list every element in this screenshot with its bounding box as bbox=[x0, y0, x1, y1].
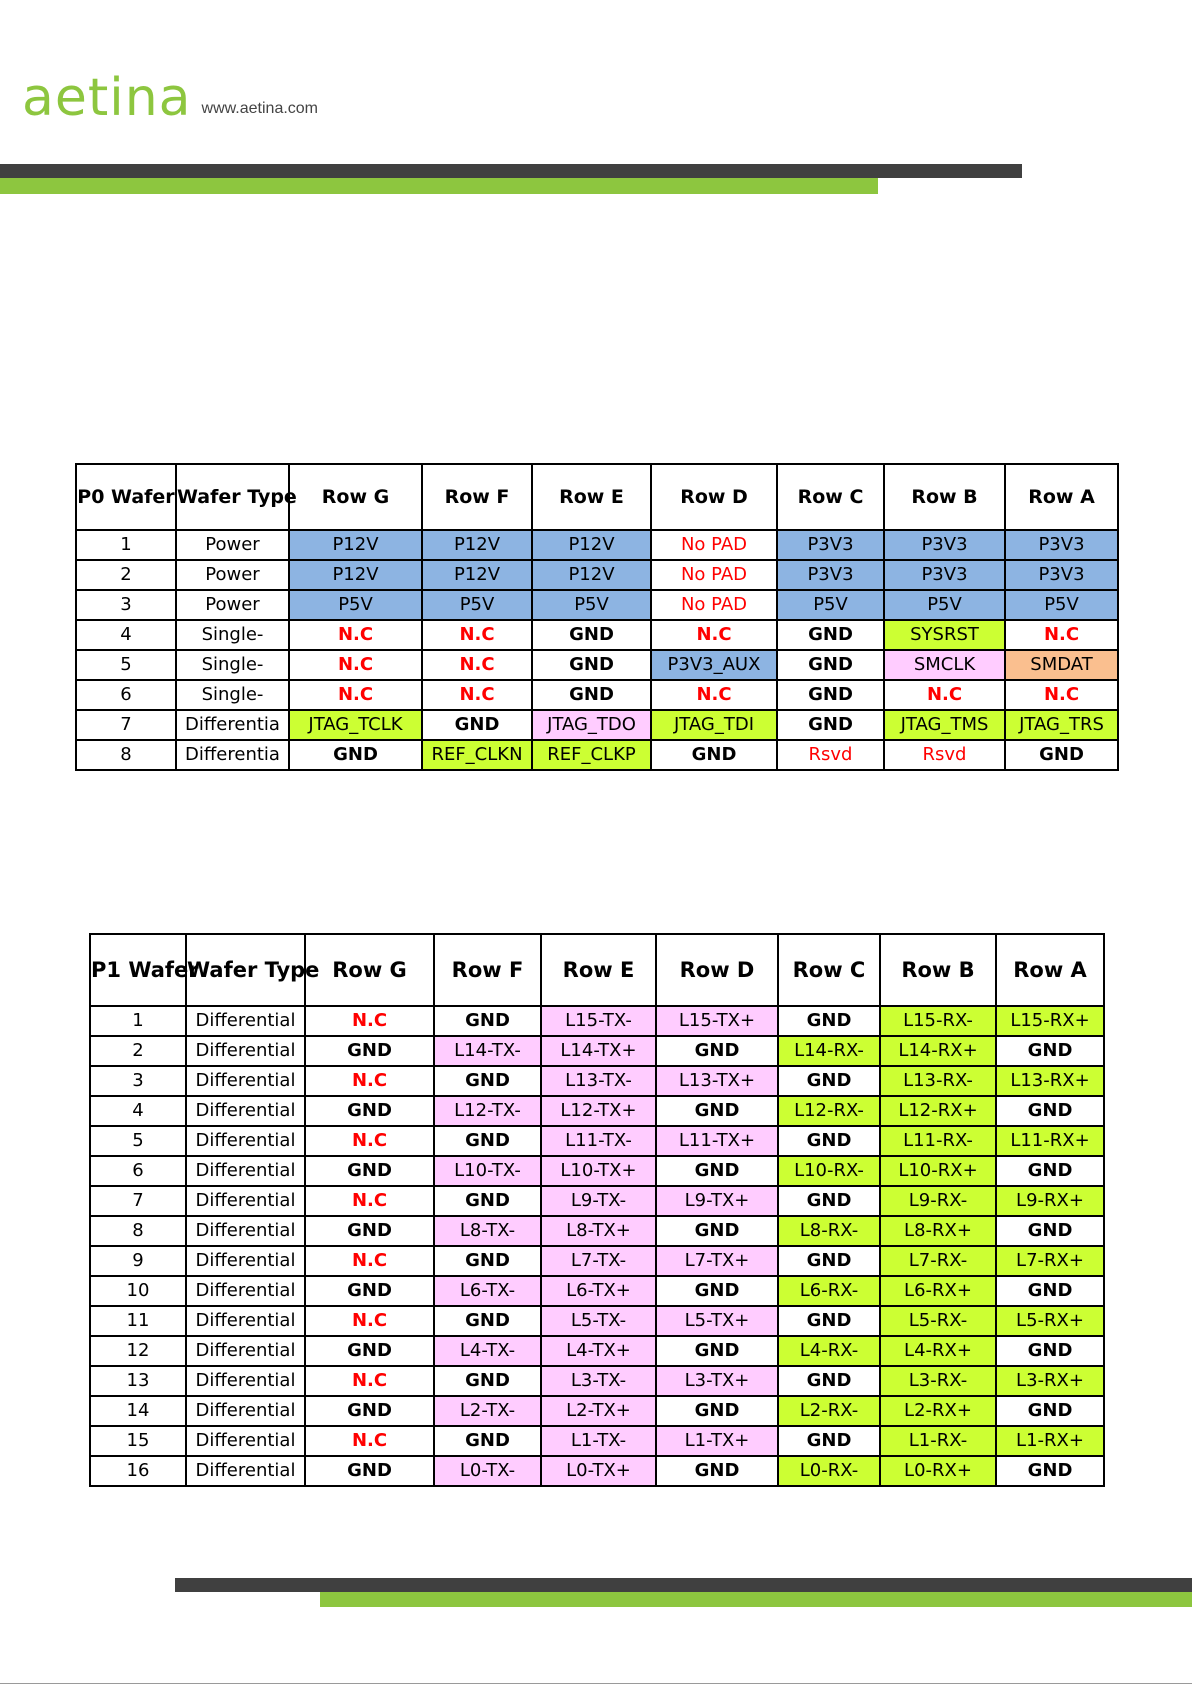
column-header: P1 Wafer bbox=[90, 934, 186, 1006]
pin-cell: L11-TX- bbox=[541, 1126, 656, 1156]
column-header: P0 Wafer bbox=[76, 464, 176, 530]
pin-cell: L1-RX- bbox=[880, 1426, 996, 1456]
table-row bbox=[76, 560, 1118, 590]
pin-cell: L1-TX- bbox=[541, 1426, 656, 1456]
pin-cell: GND bbox=[656, 1396, 778, 1426]
pin-cell: GND bbox=[434, 1426, 541, 1456]
table-row bbox=[76, 740, 1118, 770]
pin-cell: GND bbox=[656, 1096, 778, 1126]
pin-cell: P3V3 bbox=[884, 530, 1005, 560]
pin-cell: L8-TX+ bbox=[541, 1216, 656, 1246]
pin-cell: L12-RX+ bbox=[880, 1096, 996, 1126]
table-row bbox=[90, 1426, 1104, 1456]
table-row bbox=[76, 680, 1118, 710]
pin-cell: GND bbox=[778, 1126, 880, 1156]
pin-cell: L2-RX- bbox=[778, 1396, 880, 1426]
table-header-row bbox=[76, 464, 1118, 530]
pin-cell: Differential bbox=[186, 1156, 305, 1186]
pin-cell: GND bbox=[777, 620, 884, 650]
table-row bbox=[90, 1066, 1104, 1096]
pin-cell: JTAG_TMS bbox=[884, 710, 1005, 740]
pin-cell: Single- bbox=[176, 680, 289, 710]
pin-cell: L12-TX+ bbox=[541, 1096, 656, 1126]
pin-cell: L11-RX+ bbox=[996, 1126, 1104, 1156]
pin-cell: P3V3 bbox=[884, 560, 1005, 590]
pin-cell: L12-TX- bbox=[434, 1096, 541, 1126]
pin-cell: L14-RX+ bbox=[880, 1036, 996, 1066]
pin-cell: Rsvd bbox=[884, 740, 1005, 770]
table-row bbox=[90, 1276, 1104, 1306]
pin-cell: L4-TX+ bbox=[541, 1336, 656, 1366]
pin-cell: GND bbox=[532, 620, 651, 650]
pin-cell: GND bbox=[434, 1366, 541, 1396]
table-row bbox=[90, 1366, 1104, 1396]
table-row bbox=[90, 1186, 1104, 1216]
pin-cell: 2 bbox=[90, 1036, 186, 1066]
pin-cell: JTAG_TDI bbox=[651, 710, 777, 740]
table-row bbox=[76, 650, 1118, 680]
pin-cell: L14-TX+ bbox=[541, 1036, 656, 1066]
table-row bbox=[76, 530, 1118, 560]
pin-cell: P5V bbox=[1005, 590, 1118, 620]
pin-cell: L6-TX- bbox=[434, 1276, 541, 1306]
column-header: Row C bbox=[777, 464, 884, 530]
pin-cell: GND bbox=[434, 1306, 541, 1336]
pin-cell: GND bbox=[777, 710, 884, 740]
pin-cell: P3V3 bbox=[777, 530, 884, 560]
pin-cell: 15 bbox=[90, 1426, 186, 1456]
pin-cell: P12V bbox=[532, 560, 651, 590]
pin-cell: N.C bbox=[289, 620, 422, 650]
pin-cell: N.C bbox=[289, 680, 422, 710]
page-bottom-rule bbox=[0, 1683, 1192, 1684]
pin-cell: L10-RX- bbox=[778, 1156, 880, 1186]
pin-cell: P12V bbox=[422, 560, 532, 590]
pin-cell: N.C bbox=[305, 1006, 434, 1036]
pin-cell: GND bbox=[422, 710, 532, 740]
pin-cell: L14-TX- bbox=[434, 1036, 541, 1066]
column-header: Row D bbox=[656, 934, 778, 1006]
pin-cell: P5V bbox=[289, 590, 422, 620]
pin-cell: L0-TX- bbox=[434, 1456, 541, 1486]
pin-cell: 10 bbox=[90, 1276, 186, 1306]
pin-cell: No PAD bbox=[651, 590, 777, 620]
pin-cell: Differentia bbox=[176, 710, 289, 740]
pin-cell: L2-RX+ bbox=[880, 1396, 996, 1426]
footer-green-bar bbox=[320, 1592, 1192, 1607]
table-row bbox=[90, 1096, 1104, 1126]
pin-cell: GND bbox=[996, 1156, 1104, 1186]
table-row bbox=[90, 1306, 1104, 1336]
pin-cell: 12 bbox=[90, 1336, 186, 1366]
pin-cell: Differential bbox=[186, 1066, 305, 1096]
pin-cell: REF_CLKN bbox=[422, 740, 532, 770]
pin-cell: GND bbox=[656, 1156, 778, 1186]
pin-cell: GND bbox=[289, 740, 422, 770]
pin-cell: REF_CLKP bbox=[532, 740, 651, 770]
table-row bbox=[76, 710, 1118, 740]
pin-cell: SYSRST bbox=[884, 620, 1005, 650]
header-dark-bar bbox=[0, 164, 1022, 178]
pin-cell: L2-TX+ bbox=[541, 1396, 656, 1426]
column-header: Row G bbox=[305, 934, 434, 1006]
pin-cell: L3-TX+ bbox=[656, 1366, 778, 1396]
pin-cell: GND bbox=[996, 1456, 1104, 1486]
pin-cell: GND bbox=[305, 1336, 434, 1366]
pin-cell: N.C bbox=[1005, 680, 1118, 710]
pin-cell: JTAG_TDO bbox=[532, 710, 651, 740]
pin-cell: L9-TX+ bbox=[656, 1186, 778, 1216]
pin-cell: L0-RX- bbox=[778, 1456, 880, 1486]
pin-cell: L1-TX+ bbox=[656, 1426, 778, 1456]
table-header-row bbox=[90, 934, 1104, 1006]
pin-cell: Differential bbox=[186, 1036, 305, 1066]
pin-cell: GND bbox=[305, 1456, 434, 1486]
pin-cell: GND bbox=[305, 1396, 434, 1426]
pin-cell: Differential bbox=[186, 1306, 305, 1336]
pin-cell: L6-TX+ bbox=[541, 1276, 656, 1306]
table-row bbox=[76, 620, 1118, 650]
pin-cell: 3 bbox=[76, 590, 176, 620]
column-header: Row A bbox=[1005, 464, 1118, 530]
pin-cell: L0-RX+ bbox=[880, 1456, 996, 1486]
pin-cell: L5-RX+ bbox=[996, 1306, 1104, 1336]
logo-wordmark: aetina bbox=[22, 68, 192, 128]
pin-cell: N.C bbox=[651, 620, 777, 650]
table-row bbox=[90, 1396, 1104, 1426]
pin-cell: P12V bbox=[289, 560, 422, 590]
aetina-logo bbox=[22, 68, 319, 128]
header-green-bar bbox=[0, 178, 878, 194]
pin-cell: 13 bbox=[90, 1366, 186, 1396]
pin-cell: 16 bbox=[90, 1456, 186, 1486]
pin-cell: GND bbox=[651, 740, 777, 770]
pin-cell: L4-RX- bbox=[778, 1336, 880, 1366]
pin-cell: 5 bbox=[90, 1126, 186, 1156]
column-header: Wafer Type bbox=[176, 464, 289, 530]
column-header: Row B bbox=[884, 464, 1005, 530]
pin-cell: Differential bbox=[186, 1246, 305, 1276]
column-header: Row F bbox=[434, 934, 541, 1006]
pin-cell: GND bbox=[656, 1216, 778, 1246]
pin-cell: GND bbox=[996, 1096, 1104, 1126]
pin-cell: Differential bbox=[186, 1096, 305, 1126]
pin-cell: N.C bbox=[422, 620, 532, 650]
pin-cell: L13-TX- bbox=[541, 1066, 656, 1096]
pin-cell: Differential bbox=[186, 1006, 305, 1036]
pin-cell: GND bbox=[656, 1456, 778, 1486]
pin-cell: GND bbox=[778, 1186, 880, 1216]
table-row bbox=[90, 1246, 1104, 1276]
pin-cell: No PAD bbox=[651, 530, 777, 560]
website-url: www.aetina.com bbox=[201, 100, 319, 117]
pin-cell: P3V3 bbox=[777, 560, 884, 590]
pin-cell: GND bbox=[996, 1396, 1104, 1426]
pin-cell: Differential bbox=[186, 1336, 305, 1366]
pin-cell: P12V bbox=[289, 530, 422, 560]
pin-cell: GND bbox=[778, 1426, 880, 1456]
pin-cell: N.C bbox=[305, 1426, 434, 1456]
pin-cell: L5-TX- bbox=[541, 1306, 656, 1336]
column-header: Row E bbox=[541, 934, 656, 1006]
pin-cell: GND bbox=[532, 650, 651, 680]
pin-cell: L7-TX+ bbox=[656, 1246, 778, 1276]
pin-cell: L14-RX- bbox=[778, 1036, 880, 1066]
pin-cell: GND bbox=[434, 1066, 541, 1096]
pin-cell: P5V bbox=[777, 590, 884, 620]
pin-cell: N.C bbox=[305, 1306, 434, 1336]
pin-cell: Single- bbox=[176, 650, 289, 680]
pin-cell: L13-TX+ bbox=[656, 1066, 778, 1096]
pin-cell: L4-TX- bbox=[434, 1336, 541, 1366]
pin-cell: L7-TX- bbox=[541, 1246, 656, 1276]
pin-cell: Power bbox=[176, 560, 289, 590]
pin-cell: GND bbox=[305, 1156, 434, 1186]
pin-cell: GND bbox=[434, 1186, 541, 1216]
pin-cell: 1 bbox=[90, 1006, 186, 1036]
pin-cell: N.C bbox=[305, 1066, 434, 1096]
pin-cell: N.C bbox=[305, 1246, 434, 1276]
pin-cell: L12-RX- bbox=[778, 1096, 880, 1126]
pin-cell: SMDAT bbox=[1005, 650, 1118, 680]
pin-cell: L11-TX+ bbox=[656, 1126, 778, 1156]
pin-cell: N.C bbox=[289, 650, 422, 680]
pin-cell: GND bbox=[305, 1216, 434, 1246]
pin-cell: L9-RX+ bbox=[996, 1186, 1104, 1216]
pin-cell: P3V3 bbox=[1005, 530, 1118, 560]
pin-cell: L9-TX- bbox=[541, 1186, 656, 1216]
pin-cell: JTAG_TCLK bbox=[289, 710, 422, 740]
pin-cell: L4-RX+ bbox=[880, 1336, 996, 1366]
pin-cell: GND bbox=[532, 680, 651, 710]
column-header: Row E bbox=[532, 464, 651, 530]
pin-cell: L3-RX+ bbox=[996, 1366, 1104, 1396]
pin-cell: Differential bbox=[186, 1366, 305, 1396]
pin-cell: GND bbox=[656, 1276, 778, 1306]
pin-cell: N.C bbox=[651, 680, 777, 710]
column-header: Row C bbox=[778, 934, 880, 1006]
pin-cell: L0-TX+ bbox=[541, 1456, 656, 1486]
pin-cell: JTAG_TRS bbox=[1005, 710, 1118, 740]
pin-cell: L6-RX+ bbox=[880, 1276, 996, 1306]
table-row bbox=[90, 1456, 1104, 1486]
column-header: Row B bbox=[880, 934, 996, 1006]
pin-cell: GND bbox=[777, 650, 884, 680]
column-header: Row G bbox=[289, 464, 422, 530]
pin-cell: L13-RX- bbox=[880, 1066, 996, 1096]
column-header: Row A bbox=[996, 934, 1104, 1006]
pin-cell: Differentia bbox=[176, 740, 289, 770]
pin-cell: L7-RX+ bbox=[996, 1246, 1104, 1276]
pin-cell: 3 bbox=[90, 1066, 186, 1096]
pin-cell: L7-RX- bbox=[880, 1246, 996, 1276]
pin-cell: L15-TX+ bbox=[656, 1006, 778, 1036]
pin-cell: L5-RX- bbox=[880, 1306, 996, 1336]
pin-cell: GND bbox=[996, 1276, 1104, 1306]
pin-cell: L10-RX+ bbox=[880, 1156, 996, 1186]
table-row bbox=[90, 1126, 1104, 1156]
pin-cell: L6-RX- bbox=[778, 1276, 880, 1306]
pin-cell: L9-RX- bbox=[880, 1186, 996, 1216]
table-row bbox=[90, 1036, 1104, 1066]
pin-cell: L8-TX- bbox=[434, 1216, 541, 1246]
pin-cell: P3V3_AUX bbox=[651, 650, 777, 680]
pin-cell: 2 bbox=[76, 560, 176, 590]
pin-cell: Differential bbox=[186, 1396, 305, 1426]
footer-dark-bar bbox=[175, 1578, 1192, 1592]
pin-cell: N.C bbox=[305, 1186, 434, 1216]
pin-cell: Differential bbox=[186, 1186, 305, 1216]
pin-cell: 8 bbox=[90, 1216, 186, 1246]
pin-cell: Power bbox=[176, 530, 289, 560]
pin-cell: Rsvd bbox=[777, 740, 884, 770]
pin-cell: SMCLK bbox=[884, 650, 1005, 680]
pin-cell: L11-RX- bbox=[880, 1126, 996, 1156]
table-row bbox=[90, 1006, 1104, 1036]
pin-cell: N.C bbox=[305, 1366, 434, 1396]
table-row bbox=[90, 1336, 1104, 1366]
pin-cell: L10-TX+ bbox=[541, 1156, 656, 1186]
table-row bbox=[90, 1156, 1104, 1186]
pin-cell: GND bbox=[434, 1246, 541, 1276]
pin-cell: N.C bbox=[884, 680, 1005, 710]
pin-cell: P12V bbox=[422, 530, 532, 560]
pin-cell: GND bbox=[305, 1036, 434, 1066]
column-header: Wafer Type bbox=[186, 934, 305, 1006]
pin-cell: 9 bbox=[90, 1246, 186, 1276]
pin-cell: Differential bbox=[186, 1216, 305, 1246]
pin-cell: GND bbox=[434, 1006, 541, 1036]
pin-cell: 4 bbox=[76, 620, 176, 650]
pin-cell: N.C bbox=[1005, 620, 1118, 650]
column-header: Row F bbox=[422, 464, 532, 530]
pin-cell: 1 bbox=[76, 530, 176, 560]
table-row bbox=[76, 590, 1118, 620]
pin-cell: L1-RX+ bbox=[996, 1426, 1104, 1456]
pin-cell: L8-RX+ bbox=[880, 1216, 996, 1246]
pin-cell: GND bbox=[656, 1336, 778, 1366]
pin-cell: No PAD bbox=[651, 560, 777, 590]
pin-cell: GND bbox=[778, 1246, 880, 1276]
pin-cell: 4 bbox=[90, 1096, 186, 1126]
pin-cell: L2-TX- bbox=[434, 1396, 541, 1426]
pin-cell: L15-RX- bbox=[880, 1006, 996, 1036]
pin-cell: L3-TX- bbox=[541, 1366, 656, 1396]
pin-cell: 5 bbox=[76, 650, 176, 680]
pin-cell: P3V3 bbox=[1005, 560, 1118, 590]
p0-wafer-pinout-table bbox=[75, 463, 1119, 771]
pin-cell: GND bbox=[305, 1096, 434, 1126]
pin-cell: GND bbox=[778, 1006, 880, 1036]
pin-cell: P5V bbox=[532, 590, 651, 620]
pin-cell: L13-RX+ bbox=[996, 1066, 1104, 1096]
pin-cell: Power bbox=[176, 590, 289, 620]
pin-cell: Differential bbox=[186, 1426, 305, 1456]
pin-cell: 6 bbox=[90, 1156, 186, 1186]
pin-cell: 11 bbox=[90, 1306, 186, 1336]
pin-cell: 7 bbox=[76, 710, 176, 740]
column-header: Row D bbox=[651, 464, 777, 530]
pin-cell: Single- bbox=[176, 620, 289, 650]
pin-cell: GND bbox=[778, 1366, 880, 1396]
pin-cell: N.C bbox=[305, 1126, 434, 1156]
pin-cell: L10-TX- bbox=[434, 1156, 541, 1186]
pin-cell: GND bbox=[996, 1336, 1104, 1366]
p1-wafer-pinout-table bbox=[89, 933, 1105, 1487]
pin-cell: 7 bbox=[90, 1186, 186, 1216]
pin-cell: GND bbox=[778, 1066, 880, 1096]
pin-cell: L5-TX+ bbox=[656, 1306, 778, 1336]
pin-cell: GND bbox=[1005, 740, 1118, 770]
pin-cell: GND bbox=[778, 1306, 880, 1336]
pin-cell: 6 bbox=[76, 680, 176, 710]
pin-cell: Differential bbox=[186, 1276, 305, 1306]
pin-cell: L8-RX- bbox=[778, 1216, 880, 1246]
pin-cell: GND bbox=[305, 1276, 434, 1306]
pin-cell: L15-RX+ bbox=[996, 1006, 1104, 1036]
pin-cell: L3-RX- bbox=[880, 1366, 996, 1396]
pin-cell: P5V bbox=[422, 590, 532, 620]
pin-cell: 8 bbox=[76, 740, 176, 770]
pin-cell: L15-TX- bbox=[541, 1006, 656, 1036]
pin-cell: N.C bbox=[422, 650, 532, 680]
pin-cell: GND bbox=[996, 1216, 1104, 1246]
pin-cell: 14 bbox=[90, 1396, 186, 1426]
pin-cell: P5V bbox=[884, 590, 1005, 620]
pin-cell: GND bbox=[656, 1036, 778, 1066]
pin-cell: GND bbox=[434, 1126, 541, 1156]
pin-cell: P12V bbox=[532, 530, 651, 560]
table-row bbox=[90, 1216, 1104, 1246]
pin-cell: GND bbox=[996, 1036, 1104, 1066]
pin-cell: Differential bbox=[186, 1456, 305, 1486]
pin-cell: GND bbox=[777, 680, 884, 710]
pin-cell: N.C bbox=[422, 680, 532, 710]
pin-cell: Differential bbox=[186, 1126, 305, 1156]
